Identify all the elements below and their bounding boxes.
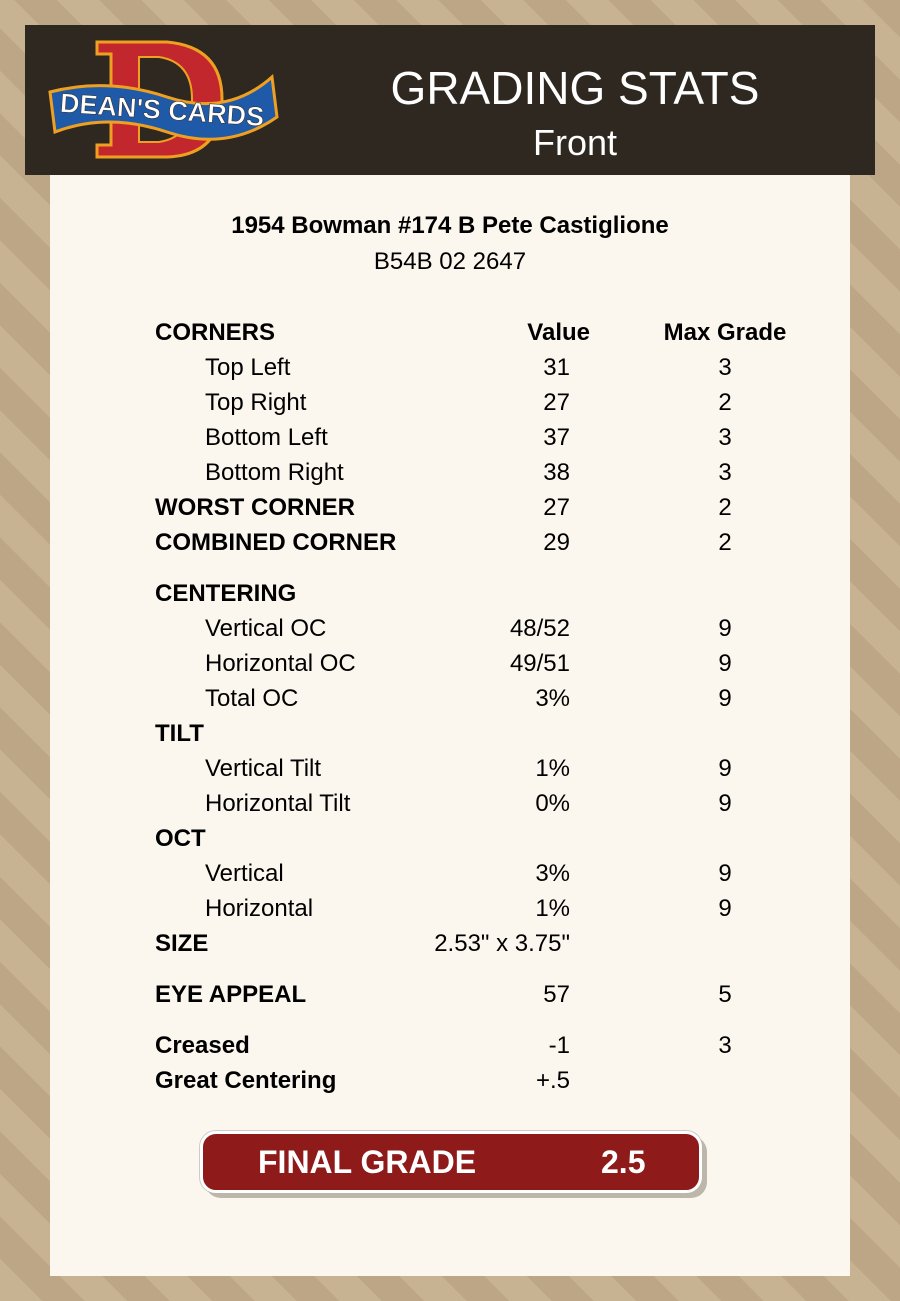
- final-grade-badge: [200, 1131, 702, 1193]
- row-label: EYE APPEAL: [155, 981, 307, 1008]
- row-value: 31: [543, 354, 570, 381]
- table-row: [155, 856, 805, 891]
- table-row: [155, 611, 805, 646]
- table-row: [155, 926, 805, 961]
- row-label: TILT: [155, 720, 204, 747]
- table-row: [155, 716, 805, 751]
- row-value: 0%: [535, 790, 570, 817]
- row-value: 1%: [535, 755, 570, 782]
- row-label: CORNERS: [155, 319, 276, 346]
- final-grade-value: 2.5: [601, 1144, 646, 1180]
- row-max-grade: 9: [718, 895, 732, 922]
- table-row: [155, 821, 805, 856]
- svg-text:DEAN'S CARDS: DEAN'S CARDS: [59, 87, 266, 133]
- final-grade-label: FINAL GRADE: [258, 1144, 477, 1180]
- row-label: SIZE: [155, 930, 209, 957]
- table-row: [155, 420, 805, 455]
- row-label: Bottom Left: [205, 424, 328, 451]
- row-value: 37: [543, 424, 570, 451]
- grading-table: [155, 315, 805, 1114]
- row-label: Top Left: [205, 354, 291, 381]
- row-max-grade: 2: [718, 494, 732, 521]
- row-label: Horizontal: [205, 895, 314, 922]
- column-header-max-grade: Max Grade: [663, 319, 787, 346]
- row-max-grade: 3: [718, 424, 732, 451]
- page-title: GRADING STATS: [390, 62, 760, 114]
- table-row: [155, 786, 805, 821]
- table-row: [155, 490, 805, 525]
- row-max-grade: 9: [718, 790, 732, 817]
- row-label: Horizontal Tilt: [205, 790, 351, 817]
- table-row: [155, 455, 805, 490]
- row-value: 3%: [535, 685, 570, 712]
- row-value: -1: [548, 1032, 570, 1059]
- row-label: Vertical: [205, 860, 284, 887]
- row-label: Great Centering: [155, 1067, 337, 1094]
- row-label: Vertical Tilt: [205, 755, 322, 782]
- row-max-grade: 2: [718, 529, 732, 556]
- row-label: Vertical OC: [205, 615, 327, 642]
- row-max-grade: 9: [718, 650, 732, 677]
- row-label: Creased: [155, 1032, 250, 1059]
- row-value: 57: [543, 981, 570, 1008]
- table-row: [155, 1028, 805, 1063]
- table-section: [155, 576, 805, 961]
- row-label: Horizontal OC: [205, 650, 356, 677]
- row-label: OCT: [155, 825, 206, 852]
- row-max-grade: 3: [718, 1032, 732, 1059]
- deans-cards-logo: [47, 37, 282, 162]
- table-row: [155, 385, 805, 420]
- row-value: 48/52: [509, 615, 570, 642]
- row-max-grade: 9: [718, 615, 732, 642]
- row-label: COMBINED CORNER: [155, 529, 397, 556]
- row-label: CENTERING: [155, 580, 297, 607]
- row-max-grade: 3: [718, 459, 732, 486]
- page-subtitle: Front: [532, 122, 618, 163]
- row-value: 38: [543, 459, 570, 486]
- table-row: [155, 315, 805, 350]
- stats-panel: [50, 175, 850, 1276]
- column-header-value: Value: [527, 319, 590, 346]
- row-value: 27: [543, 389, 570, 416]
- row-max-grade: 9: [718, 685, 732, 712]
- row-value: 2.53" x 3.75": [434, 930, 570, 957]
- table-row: [155, 576, 805, 611]
- table-row: [155, 646, 805, 681]
- header-bar: [25, 25, 875, 175]
- row-label: Bottom Right: [205, 459, 344, 486]
- table-row: [155, 350, 805, 385]
- row-value: 3%: [535, 860, 570, 887]
- table-section: [155, 977, 805, 1012]
- row-value: 27: [543, 494, 570, 521]
- table-row: [155, 751, 805, 786]
- table-row: [155, 1063, 805, 1098]
- row-max-grade: 2: [718, 389, 732, 416]
- card-code: B54B 02 2647: [373, 248, 527, 275]
- row-value: 1%: [535, 895, 570, 922]
- table-section: [155, 315, 805, 560]
- table-row: [155, 525, 805, 560]
- row-max-grade: 9: [718, 860, 732, 887]
- table-row: [155, 681, 805, 716]
- row-value: +.5: [535, 1067, 570, 1094]
- row-value: 29: [543, 529, 570, 556]
- table-row: [155, 891, 805, 926]
- row-label: Top Right: [205, 389, 307, 416]
- card-title: 1954 Bowman #174 B Pete Castiglione: [231, 212, 669, 239]
- row-label: WORST CORNER: [155, 494, 355, 521]
- row-max-grade: 3: [718, 354, 732, 381]
- row-label: Total OC: [205, 685, 299, 712]
- row-max-grade: 9: [718, 755, 732, 782]
- row-value: 49/51: [509, 650, 570, 677]
- table-row: [155, 977, 805, 1012]
- row-max-grade: 5: [718, 981, 732, 1008]
- table-section: [155, 1028, 805, 1098]
